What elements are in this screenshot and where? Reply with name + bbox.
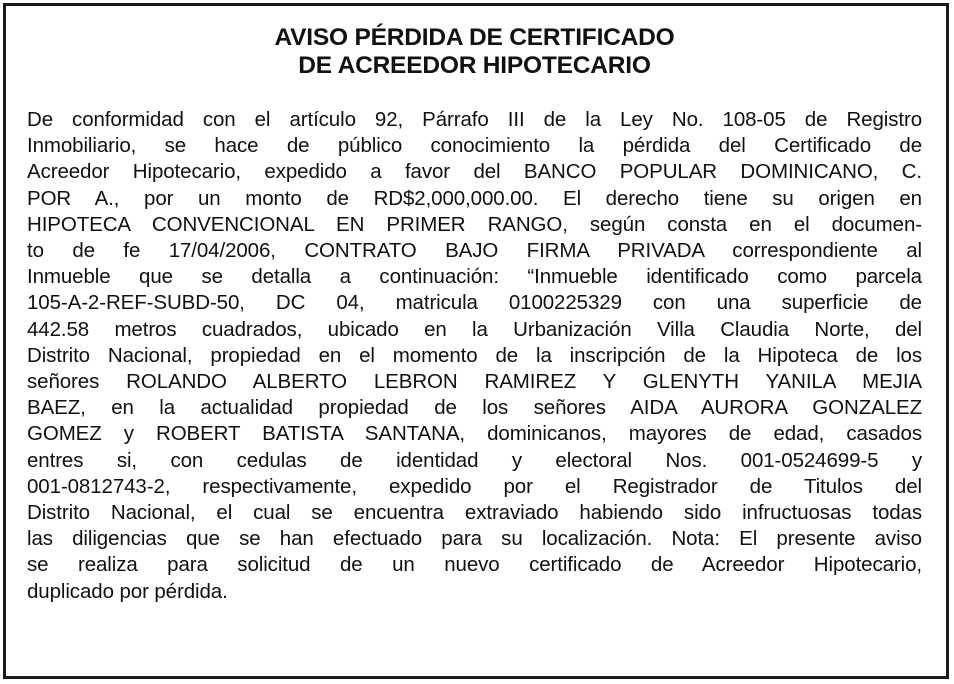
notice-body-line: Distrito Nacional, el cual se encuentra extraviado habiendo sido infructuosas todas bbox=[27, 501, 922, 525]
notice-box bbox=[3, 3, 949, 679]
notice-body bbox=[27, 107, 922, 605]
notice-body-line: Distrito Nacional, propiedad en el momento de la inscripción de la Hipoteca de los bbox=[27, 343, 922, 367]
notice-body-line: Inmobiliario, se hace de público conocimiento la pérdida del Certificado de bbox=[27, 134, 922, 158]
notice-body-line: BAEZ, en la actualidad propiedad de los señores AIDA AURORA GONZALEZ bbox=[27, 396, 922, 420]
notice-body-line: entres si, con cedulas de identidad y electoral Nos. 001-0524699-5 y bbox=[27, 448, 922, 472]
notice-body-line: 442.58 metros cuadrados, ubicado en la Urbanización Villa Claudia Norte, del bbox=[27, 317, 922, 341]
notice-body-line: to de fe 17/04/2006, CONTRATO BAJO FIRMA PRIVADA correspondiente al bbox=[27, 239, 922, 263]
notice-title-line-1: AVISO PÉRDIDA DE CERTIFICADO bbox=[274, 24, 675, 51]
notice-body-line: GOMEZ y ROBERT BATISTA SANTANA, dominicanos, mayores de edad, casados bbox=[27, 422, 922, 446]
notice-body-line: 001-0812743-2, respectivamente, expedido por el Registrador de Titulos del bbox=[27, 474, 922, 498]
notice-body-line: Inmueble que se detalla a continuación: “Inmueble identificado como parcela bbox=[27, 265, 922, 289]
notice-body-line: Acreedor Hipotecario, expedido a favor del BANCO POPULAR DOMINICANO, C. bbox=[27, 160, 922, 184]
notice-body-line: De conformidad con el artículo 92, Párrafo III de la Ley No. 108-05 de Registro bbox=[27, 108, 922, 131]
notice-body-line: HIPOTECA CONVENCIONAL EN PRIMER RANGO, según consta en el documen- bbox=[27, 212, 922, 236]
notice-body-line: las diligencias que se han efectuado para su localización. Nota: El presente aviso bbox=[27, 527, 922, 551]
notice-title-line-2: DE ACREEDOR HIPOTECARIO bbox=[298, 52, 651, 79]
notice-title bbox=[27, 24, 922, 80]
notice-body-line: se realiza para solicitud de un nuevo certificado de Acreedor Hipotecario, bbox=[27, 553, 922, 577]
notice-body-line: POR A., por un monto de RD$2,000,000.00. El derecho tiene su origen en bbox=[27, 186, 922, 210]
notice-body-line: duplicado por pérdida. bbox=[27, 579, 228, 603]
notice-body-line: señores ROLANDO ALBERTO LEBRON RAMIREZ Y GLENYTH YANILA MEJIA bbox=[27, 370, 922, 394]
notice-body-line: 105-A-2-REF-SUBD-50, DC 04, matricula 0100225329 con una superficie de bbox=[27, 291, 922, 315]
